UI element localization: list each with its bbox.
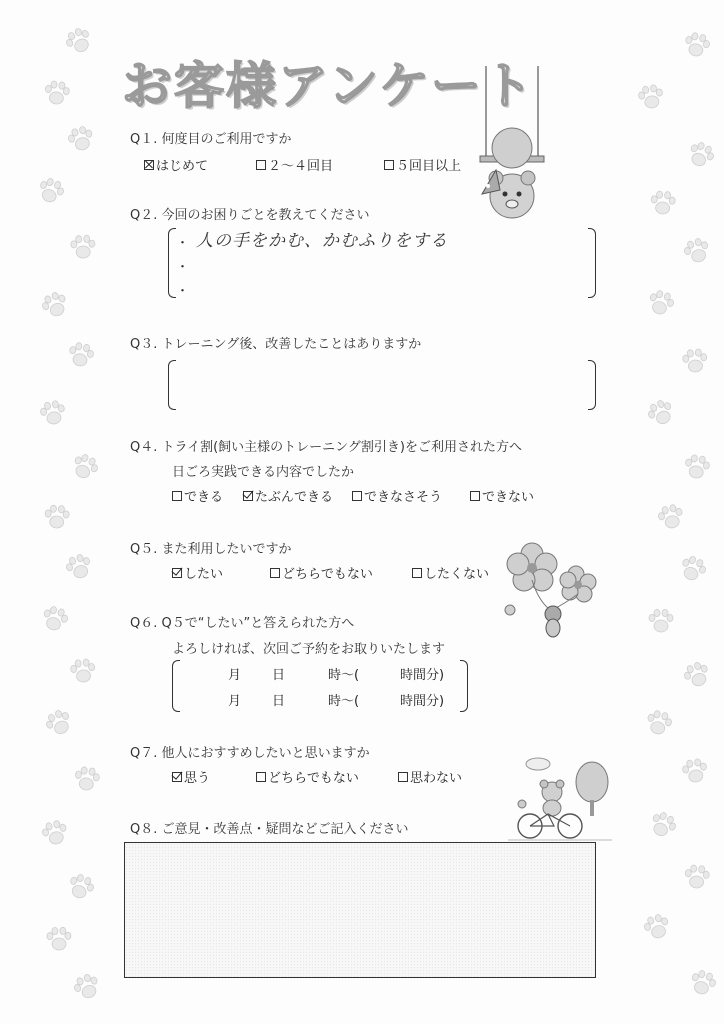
paw-print-icon	[35, 395, 70, 430]
q2-handwritten-answer[interactable]: 人の手をかむ、かむふりをする	[196, 231, 448, 251]
q1-question: Q１. 何度目のご利用ですか	[130, 132, 292, 147]
option-label: できなさそう	[364, 490, 443, 505]
q2-bullet-1: ・	[176, 236, 190, 251]
q2-bullet-2: ・	[176, 260, 190, 275]
option-label: ２～４回目	[268, 159, 334, 174]
q4-question-line2: 日ごろ実践できる内容でしたか	[172, 465, 355, 480]
paw-print-icon	[32, 172, 71, 211]
paw-print-icon	[641, 393, 682, 434]
q6-bracket-right	[460, 660, 468, 712]
q2-question: Q２. 今回のお困りごとを教えてください	[130, 208, 370, 223]
q1-option-5-plus[interactable]	[384, 155, 461, 174]
paw-print-icon	[61, 867, 100, 906]
q6-row2-month: 月	[228, 694, 242, 709]
q6-bracket-left	[172, 660, 180, 712]
paw-print-icon	[646, 606, 676, 636]
comment-textarea[interactable]	[124, 842, 596, 978]
q6-row2-hours: 時間分)	[400, 694, 445, 709]
q6-row2-day: 日	[272, 694, 286, 709]
q6-row1-month: 月	[228, 668, 242, 683]
paw-print-icon	[60, 548, 98, 586]
q6-subtitle: よろしければ、次回ご予約をお取りいたします	[172, 642, 446, 657]
checkbox[interactable]	[352, 491, 362, 501]
paw-print-icon	[36, 600, 73, 637]
q4-option-cannot[interactable]	[470, 486, 534, 505]
q5-option-neither[interactable]	[270, 563, 373, 582]
q3-bracket-right	[588, 360, 596, 410]
q2-bracket-right	[588, 228, 596, 298]
option-label: できない	[482, 490, 535, 505]
option-label: たぶんできる	[255, 490, 334, 505]
paw-print-icon	[67, 967, 107, 1007]
paw-print-icon	[634, 80, 669, 115]
option-label: したくない	[424, 567, 490, 582]
paw-print-icon	[39, 703, 80, 744]
paw-print-icon	[65, 447, 105, 487]
checkbox[interactable]	[470, 491, 480, 501]
paw-print-icon	[673, 549, 712, 588]
paw-print-icon	[647, 187, 679, 219]
paw-print-icon	[684, 964, 722, 1002]
q4-question-line1: Q４. トライ割(飼い主様のトレーニング割引き)をご利用された方へ	[130, 440, 522, 455]
q7-option-no[interactable]	[398, 767, 462, 786]
paw-print-icon	[643, 805, 684, 846]
q8-question: Q８. ご意見・改善点・疑問などご記入ください	[130, 822, 409, 837]
q6-row1-day: 日	[272, 668, 286, 683]
paw-print-icon	[679, 27, 715, 63]
paw-print-icon	[67, 655, 100, 688]
q6-row1-hours: 時間分)	[400, 668, 445, 683]
checkbox[interactable]	[144, 160, 154, 170]
paw-print-icon	[678, 754, 712, 788]
q4-option-probably[interactable]	[243, 486, 333, 505]
q4-option-can[interactable]	[172, 486, 223, 505]
paw-print-icon	[680, 450, 714, 484]
paw-print-icon	[677, 655, 716, 694]
option-label: はじめて	[156, 159, 209, 174]
checkbox[interactable]	[256, 772, 266, 782]
q5-option-yes[interactable]	[172, 563, 223, 582]
q5-question: Q５. また利用したいですか	[130, 542, 292, 557]
q5-option-no[interactable]	[412, 563, 489, 582]
q7-option-neither[interactable]	[256, 767, 359, 786]
bear-bicycle-illustration	[508, 752, 612, 844]
q3-question: Q３. トレーニング後、改善したことはありますか	[130, 337, 422, 352]
q6-row1-time: 時～(	[328, 668, 360, 683]
q1-option-first-time[interactable]	[144, 155, 208, 174]
paw-print-icon	[63, 337, 99, 373]
paw-print-icon	[40, 76, 73, 109]
checkbox[interactable]	[172, 491, 182, 501]
q2-bullet-3: ・	[176, 284, 190, 299]
page-title: お客様アンケート	[122, 57, 535, 115]
paw-print-icon	[679, 345, 712, 378]
checkbox[interactable]	[172, 772, 182, 782]
paw-print-icon	[681, 135, 721, 175]
checkbox[interactable]	[243, 491, 253, 501]
paw-print-icon	[35, 285, 75, 325]
q2-bracket-left	[168, 228, 176, 298]
q4-option-unlikely[interactable]	[352, 486, 442, 505]
paw-print-icon	[70, 762, 104, 796]
checkbox[interactable]	[256, 160, 266, 170]
q6-question: Q６. Q５で“したい”と答えられた方へ	[130, 616, 355, 631]
checkbox[interactable]	[384, 160, 394, 170]
option-label: できる	[184, 490, 224, 505]
option-label: したい	[184, 567, 224, 582]
paw-print-icon	[681, 861, 714, 894]
option-label: 思う	[184, 771, 211, 786]
paw-print-icon	[678, 232, 716, 270]
q6-row2-time: 時～(	[328, 694, 360, 709]
flower-balloon-illustration	[498, 540, 604, 640]
option-label: ５回目以上	[396, 159, 462, 174]
q1-option-2-4[interactable]	[256, 155, 333, 174]
q7-option-yes[interactable]	[172, 767, 210, 786]
paw-print-icon	[67, 231, 98, 262]
option-label: どちらでもない	[268, 771, 359, 786]
q7-question: Q７. 他人におすすめしたいと思いますか	[130, 746, 370, 761]
paw-print-icon	[62, 120, 99, 157]
paw-print-icon	[642, 284, 680, 322]
checkbox[interactable]	[172, 568, 182, 578]
option-label: どちらでもない	[282, 567, 373, 582]
bear-swing-illustration	[478, 66, 548, 226]
paw-print-icon	[653, 499, 689, 535]
paw-print-icon	[641, 705, 677, 741]
checkbox[interactable]	[398, 772, 408, 782]
paw-print-icon	[44, 924, 75, 955]
paw-print-icon	[59, 21, 100, 62]
q3-bracket-left	[168, 360, 176, 410]
paw-print-icon	[41, 501, 73, 533]
paw-print-icon	[638, 908, 676, 946]
paw-print-icon	[37, 815, 74, 852]
option-label: 思わない	[410, 771, 463, 786]
checkbox[interactable]	[412, 568, 422, 578]
checkbox[interactable]	[270, 568, 280, 578]
